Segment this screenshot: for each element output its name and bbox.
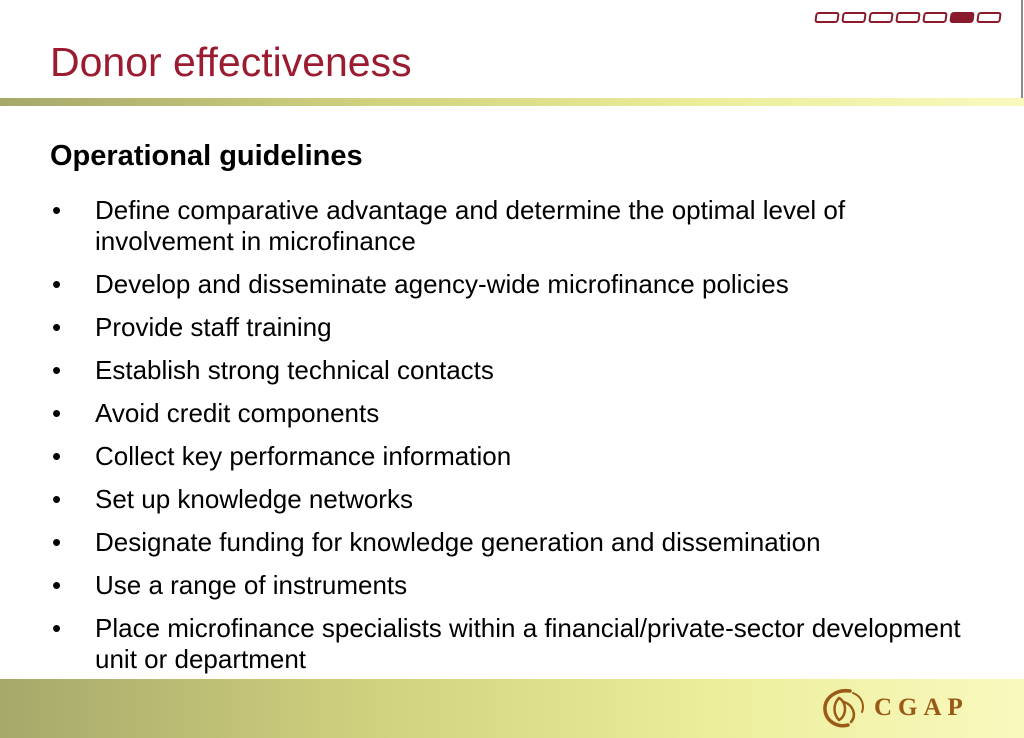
bullet-marker: • [52,312,62,342]
cgap-logo [820,686,969,730]
bullet-text: Define comparative advantage and determine the optimal level of involvement in microfinance [95,195,846,256]
bullet-item [50,484,980,515]
bullet-item [50,441,980,472]
bullet-marker: • [52,195,62,225]
bullet-text: Establish strong technical contacts [95,355,494,385]
bullet-item [50,355,980,386]
bullet-text: Collect key performance information [95,441,512,471]
bullet-marker: • [52,570,62,600]
bullet-item [50,398,980,429]
progress-box-active [949,12,975,23]
bullet-item [50,527,980,558]
bullet-text: Develop and disseminate agency-wide microfinance policies [95,269,789,299]
bullet-text: Set up knowledge networks [95,484,413,514]
bullet-marker: • [52,269,62,299]
right-edge-rule [1021,0,1023,99]
bullet-marker: • [52,441,62,471]
bullet-text: Avoid credit components [95,398,380,428]
bullet-item [50,312,980,343]
slide-title: Donor effectiveness [50,39,412,85]
bullet-marker: • [52,355,62,385]
bullet-list [50,195,980,687]
bullet-item [50,570,980,601]
progress-box [841,12,867,23]
bullet-text: Use a range of instruments [95,570,408,600]
bullet-item [50,195,980,257]
bullet-text: Place microfinance specialists within a financial/private-sector development unit or department [95,613,961,674]
progress-box [895,12,921,23]
bullet-marker: • [52,527,62,557]
progress-box [976,12,1002,23]
progress-box [814,12,840,23]
bullet-item [50,269,980,300]
slide-subtitle: Operational guidelines [50,140,363,172]
bullet-marker: • [52,398,62,428]
logo-text: CGAP [874,694,969,721]
bullet-marker: • [52,613,62,643]
title-divider-band [0,98,1024,106]
slide-progress-indicator [815,12,1001,23]
progress-box [868,12,894,23]
bullet-text: Provide staff training [95,312,332,342]
bullet-text: Designate funding for knowledge generation and dissemination [95,527,821,557]
cgap-emblem-icon [820,686,868,730]
progress-box [922,12,948,23]
bullet-item [50,613,980,675]
bullet-marker: • [52,484,62,514]
